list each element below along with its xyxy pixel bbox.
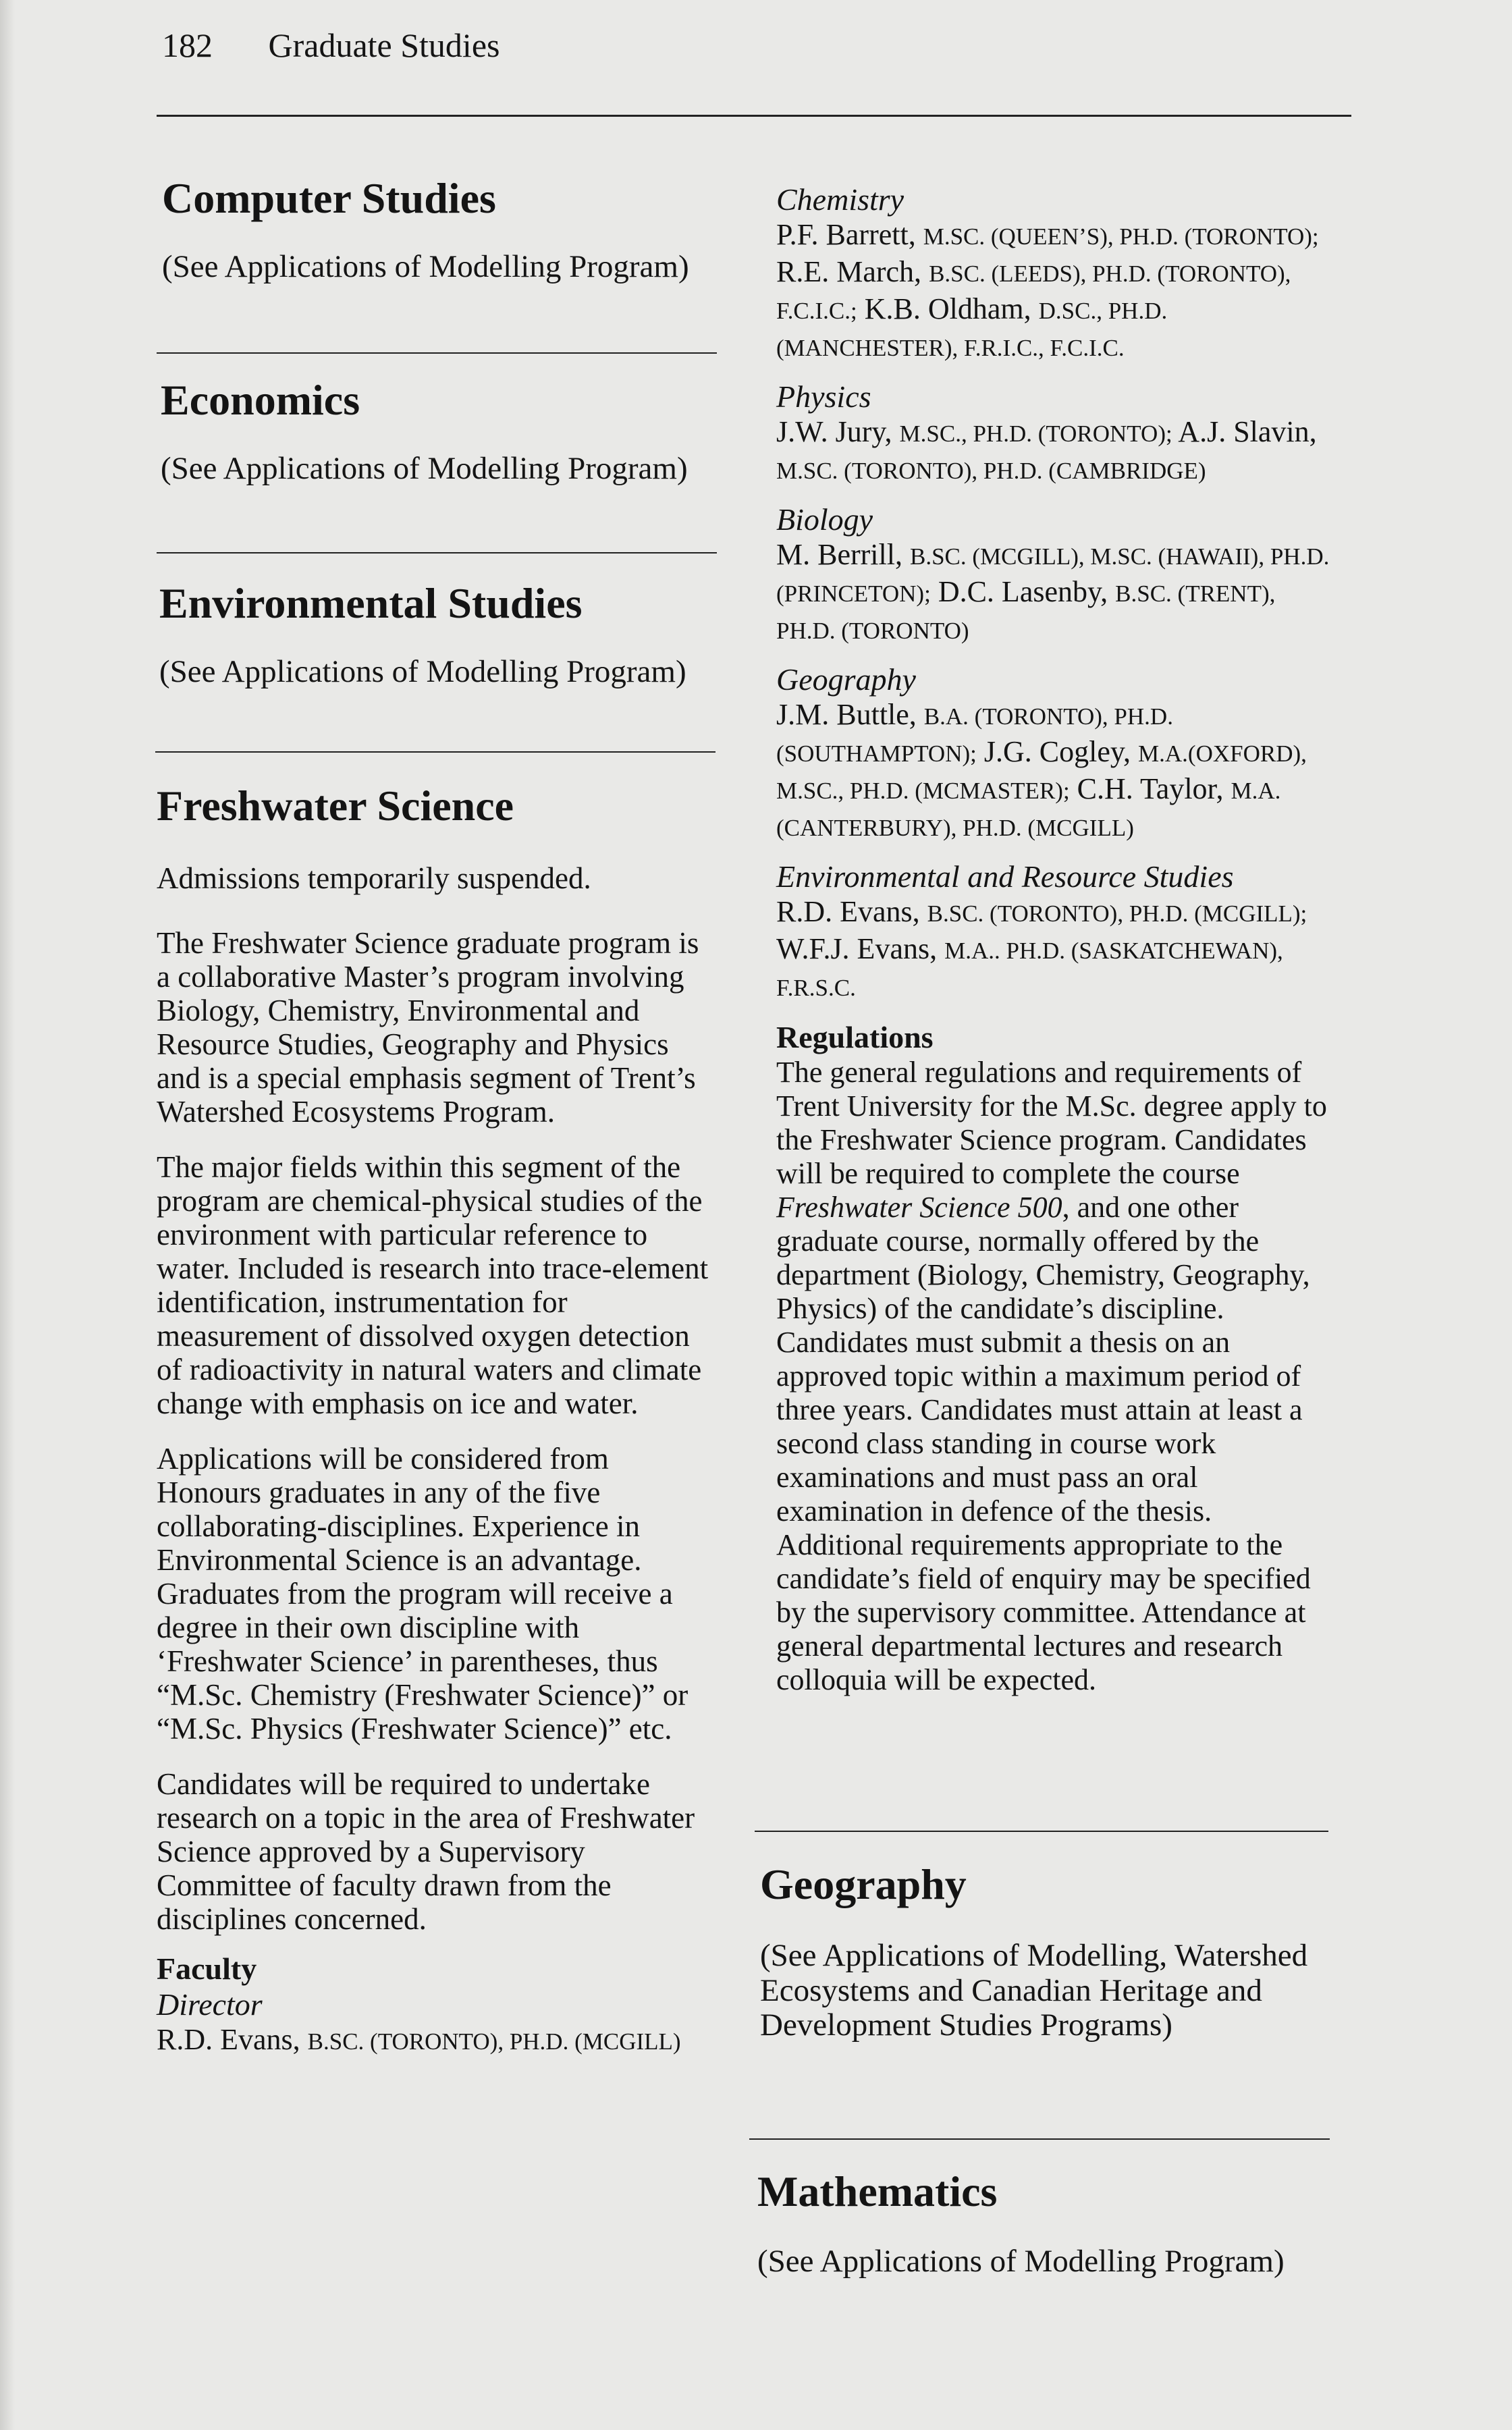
section-title: Freshwater Science <box>157 782 514 830</box>
faculty-name: K.B. Oldham, <box>864 292 1031 325</box>
section-note: (See Applications of Modelling, Watershed Ecosystems and Canadian Heritage and Development Studies Programs) <box>760 1938 1308 2043</box>
discipline-label-geography: Geography <box>776 662 916 697</box>
discipline-label-physics: Physics <box>776 379 871 414</box>
section-freshwater-science <box>157 784 717 2073</box>
section-note: (See Applications of Modelling Program) <box>757 2244 1285 2279</box>
section-geography <box>760 1860 1314 2043</box>
section-title: Computer Studies <box>162 174 496 222</box>
faculty-degrees: M.SC. (TORONTO), PH.D. (CAMBRIDGE) <box>776 458 1206 484</box>
faculty-list-biology <box>776 537 1330 649</box>
section-note: (See Applications of Modelling Program) <box>162 249 689 284</box>
faculty-list-geography <box>776 697 1330 846</box>
section-economics <box>161 376 755 487</box>
paragraph: The Freshwater Science graduate program is a collaborative Master’s program involving Biology, Chemistry, Environmental and Resource Studies, Geography and Physics and is a special emphasis segment of Trent’s Watershed Ecosystems Program. <box>157 926 699 1129</box>
faculty-name: W.F.J. Evans, <box>776 932 938 965</box>
faculty-degrees: B.A. (TORONTO), PH.D. (SOUTHAMPTON); <box>776 703 1173 767</box>
section-divider <box>157 552 717 554</box>
paragraph: The major fields within this segment of the program are chemical-physical studies of the environment with particular reference to water. Included is research into trace-element identification, instrumentation for measurement of dissolved oxygen detection of radioactivity in natural waters and climate change with emphasis on ice and water. <box>157 1150 709 1420</box>
faculty-degrees: B.SC. (TRENT), PH.D. (TORONTO) <box>776 580 1276 644</box>
paragraph: Applications will be considered from Honours graduates in any of the five collaborating-disciplines. Experience in Environmental Science is an advantage. Graduates from the program will receive a degree in their own discipline with ‘Freshwater Science’ in parentheses, thus “M.Sc. Chemistry (Freshwater Science)” or “M.Sc. Physics (Freshwater Science)” etc. <box>157 1442 688 1746</box>
faculty-degrees: D.SC., PH.D. (MANCHESTER), F.R.I.C., F.C.I.C. <box>776 298 1168 361</box>
running-title: Graduate Studies <box>268 26 500 64</box>
discipline-label-chemistry: Chemistry <box>776 182 905 217</box>
course-name: Freshwater Science 500 <box>776 1191 1062 1224</box>
faculty-degrees: M.A. (CANTERBURY), PH.D. (MCGILL) <box>776 778 1281 841</box>
regulations-text-a: The general regulations and requirements of Trent University for the M.Sc. degree apply to the Freshwater Science program. Candidates will be required to complete the course <box>776 1056 1327 1190</box>
faculty-name: R.E. March, <box>776 255 922 288</box>
faculty-name: M. Berrill, <box>776 538 902 571</box>
faculty-degrees: B.SC. (MCGILL), M.SC. (HAWAII), PH.D. (PRINCETON); <box>776 543 1330 607</box>
section-title: Mathematics <box>757 2167 998 2215</box>
faculty-list-physics <box>776 414 1330 489</box>
section-divider <box>755 1831 1328 1832</box>
regulations-text <box>776 1056 1330 1697</box>
discipline-label-biology: Biology <box>776 502 873 537</box>
section-title: Geography <box>760 1860 967 1908</box>
faculty-name: J.W. Jury, <box>776 415 892 448</box>
faculty-degrees: M.SC., PH.D. (TORONTO); <box>899 421 1172 447</box>
page-edge-shadow <box>0 0 15 2430</box>
faculty-degrees: B.SC. (TORONTO), PH.D. (MCGILL); <box>927 900 1307 927</box>
faculty-degrees: M.A.. PH.D. (SASKATCHEWAN), F.R.S.C. <box>776 938 1283 1001</box>
faculty-list-chemistry <box>776 217 1330 366</box>
faculty-name: C.H. Taylor, <box>1077 772 1224 805</box>
section-note: (See Applications of Modelling Program) <box>161 451 688 486</box>
faculty-name: P.F. Barrett, <box>776 218 916 251</box>
director-entry <box>157 2022 717 2059</box>
faculty-name: J.G. Cogley, <box>983 735 1131 768</box>
page-number: 182 <box>162 26 213 64</box>
paragraph: Candidates will be required to undertake research on a topic in the area of Freshwater Science approved by a Supervisory Committee of faculty drawn from the disciplines concerned. <box>157 1767 695 1936</box>
faculty-degrees: B.SC. (TORONTO), PH.D. (MCGILL) <box>307 2028 681 2055</box>
section-environmental-studies <box>159 579 753 690</box>
faculty-heading: Faculty <box>157 1951 257 1986</box>
faculty-degrees: M.A.(OXFORD), M.SC., PH.D. (MCMASTER); <box>776 740 1307 804</box>
faculty-degrees: M.SC. (QUEEN’S), PH.D. (TORONTO); <box>923 223 1319 250</box>
faculty-name: J.M. Buttle, <box>776 698 917 731</box>
header-rule <box>157 115 1351 117</box>
faculty-name: R.D. Evans, <box>776 895 920 928</box>
section-divider <box>155 751 716 753</box>
faculty-name: R.D. Evans, <box>157 2023 300 2056</box>
regulations-heading: Regulations <box>776 1020 934 1054</box>
section-mathematics <box>757 2167 1311 2279</box>
running-header <box>162 26 500 65</box>
director-label: Director <box>157 1987 263 2022</box>
faculty-degrees: B.SC. (LEEDS), PH.D. (TORONTO), F.C.I.C.; <box>776 261 1291 324</box>
discipline-label-ers: Environmental and Resource Studies <box>776 859 1234 894</box>
faculty-name: D.C. Lasenby, <box>938 575 1108 608</box>
faculty-list-ers <box>776 894 1330 1006</box>
section-divider <box>749 2138 1330 2140</box>
section-divider <box>157 352 717 354</box>
faculty-name: A.J. Slavin, <box>1178 415 1317 448</box>
section-note: (See Applications of Modelling Program) <box>159 654 686 689</box>
regulations-text-b: , and one other graduate course, normally offered by the department (Biology, Chemistry, Geography, Physics) of the candidate’s discipline. Candidates must submit a thesis on an approved topic within a maximum period of three years. Candidates must attain at least a second class standing in course work examinations and must pass an oral examination in defence of the thesis. Additional requirements appropriate to the candidate’s field of enquiry may be specified by the supervisory committee. Attendance at general departmental lectures and research colloquia will be expected. <box>776 1191 1311 1696</box>
section-title: Economics <box>161 376 360 424</box>
section-title: Environmental Studies <box>159 579 583 627</box>
admissions-notice: Admissions temporarily suspended. <box>157 861 591 895</box>
section-computer-studies <box>162 174 756 285</box>
faculty-by-discipline <box>776 182 1330 1710</box>
